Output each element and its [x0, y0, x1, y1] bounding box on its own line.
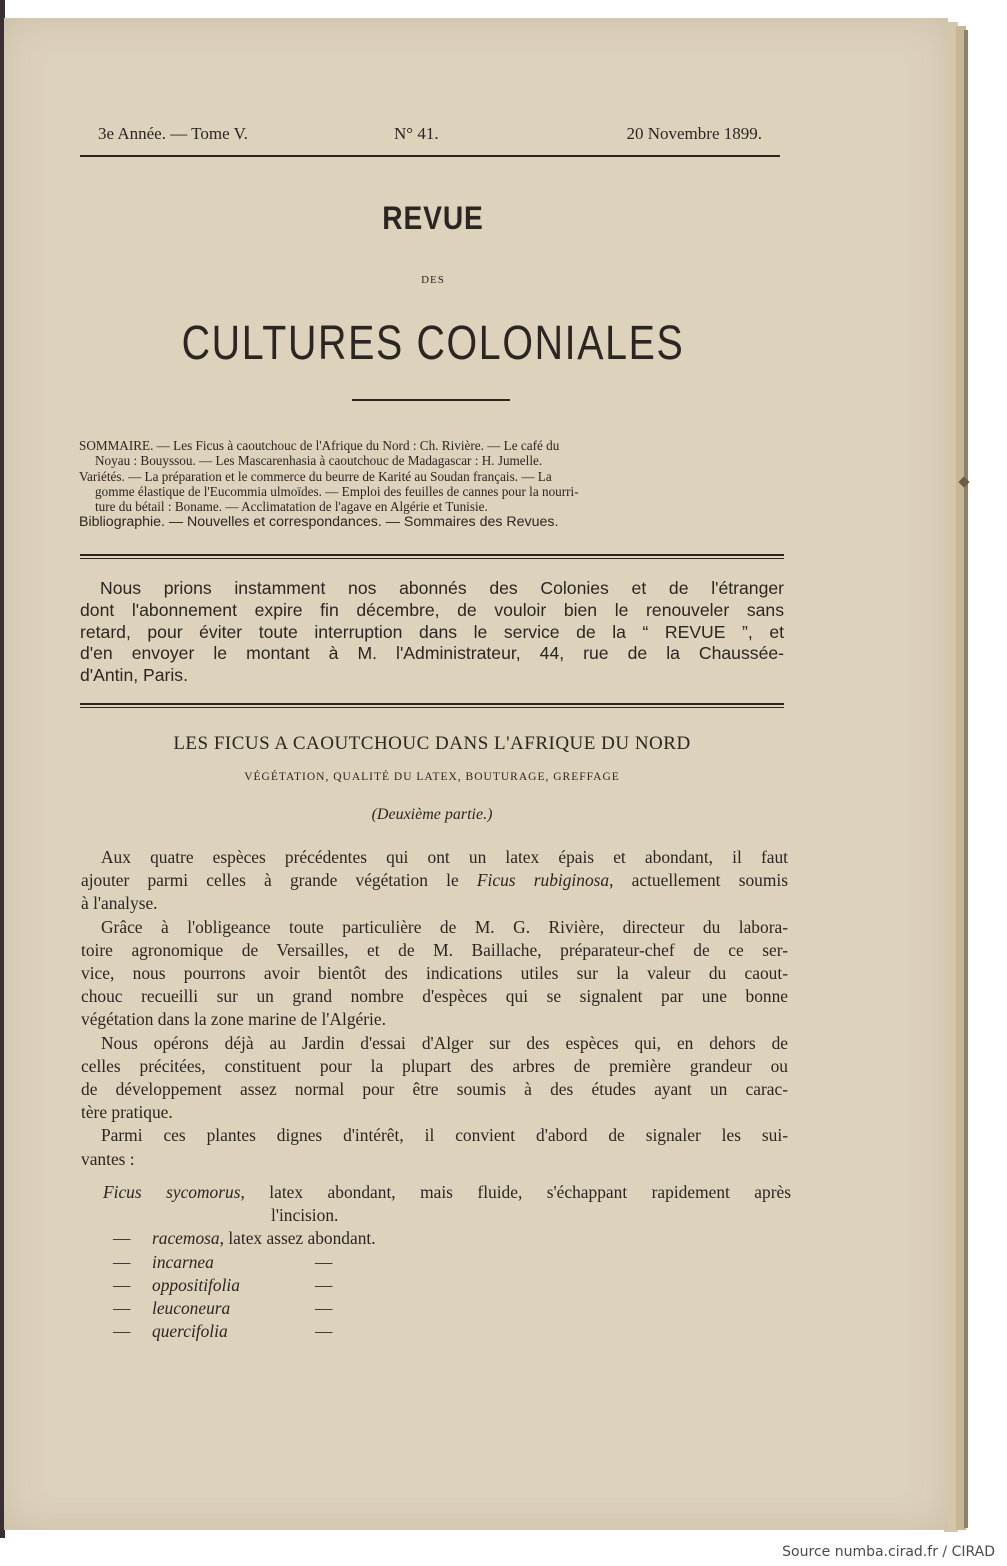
- body-line: chouc recueilli sur un grand nombre d'espèces qui se signalent par une bonne: [81, 986, 788, 1007]
- species-row: [81, 1320, 791, 1343]
- species-name: Ficus sycomorus: [103, 1182, 241, 1202]
- ditto-mark: —: [315, 1251, 333, 1272]
- ditto-dash: —: [113, 1274, 131, 1295]
- species-row: [81, 1251, 791, 1274]
- sommaire-line: Bibliographie. — Nouvelles et correspondances. — Sommaires des Revues.: [79, 514, 559, 531]
- body-line: Parmi ces plantes dignes d'intérêt, il convient d'abord de signaler les sui-: [101, 1125, 788, 1146]
- species-row: [81, 1274, 791, 1297]
- subscription-notice: [80, 578, 784, 687]
- notice-line: dont l'abonnement expire fin décembre, de vouloir bien le renouveler sans: [80, 599, 784, 620]
- ditto-mark: —: [315, 1297, 333, 1318]
- masthead-number: N° 41.: [394, 124, 439, 143]
- sommaire-line: SOMMAIRE. — Les Ficus à caoutchouc de l'Afrique du Nord : Ch. Rivière. — Le café du: [79, 438, 560, 453]
- body-line: toire agronomique de Versailles, et de M. Baillache, préparateur-chef de ce ser-: [81, 939, 788, 960]
- body-line: de développement assez normal pour être soumis à des études ayant un carac-: [81, 1079, 788, 1100]
- article-title: LES FICUS A CAOUTCHOUC DANS L'AFRIQUE DU NORD: [173, 733, 691, 754]
- article-subtitle: VÉGÉTATION, QUALITÉ DU LATEX, BOUTURAGE, GREFFAGE: [244, 771, 620, 783]
- species-text: , latex abondant, mais fluide, s'échappant rapidement après: [240, 1182, 791, 1202]
- article-part: [80, 806, 784, 824]
- ditto-mark: —: [315, 1274, 333, 1295]
- ditto-dash: —: [113, 1321, 131, 1342]
- masthead-date: 20 Novembre 1899.: [626, 124, 762, 143]
- ditto-dash: —: [113, 1251, 131, 1272]
- title-des: DES: [421, 274, 445, 286]
- sommaire-line: Variétés. — La préparation et le commerce du beurre de Karité au Soudan français. — La: [79, 468, 552, 484]
- sommaire-line: gomme élastique de l'Eucommia ulmoïdes. — Emploi des feuilles de cannes pour la nourri-: [95, 483, 579, 499]
- species-entry: [152, 1227, 376, 1250]
- body-text: , actuellement soumis: [609, 870, 788, 891]
- notice-line: d'en envoyer le montant à M. l'Administrateur, 44, rue de la Chaussée-: [80, 643, 784, 664]
- sommaire-line: ture du bétail : Boname. — Acclimatation de l'agave en Algérie et Tunisie.: [95, 499, 488, 515]
- double-rule: [80, 703, 784, 708]
- body-line: vantes :: [81, 1148, 135, 1169]
- title-rule: [352, 399, 510, 401]
- notice-line: retard, pour éviter toute interruption dans le service de la “ REVUE ”, et: [80, 621, 784, 642]
- notice-line: Nous prions instamment nos abonnés des Colonies et de l'étranger: [100, 578, 784, 598]
- article-part-text: (Deuxième partie.): [371, 806, 493, 823]
- species-name: leuconeura: [152, 1297, 231, 1318]
- species-row: l'incision.: [271, 1205, 339, 1226]
- sommaire-line: Noyau : Bouyssou. — Les Mascarenhasia à caoutchouc de Madagascar : H. Jumelle.: [95, 453, 543, 469]
- body-line: à l'analyse.: [81, 893, 158, 914]
- body-line: tère pratique.: [81, 1102, 173, 1123]
- ditto-mark: —: [315, 1321, 333, 1342]
- species-row: [81, 1297, 791, 1320]
- species-name: incarnea: [152, 1251, 214, 1272]
- species-name: racemosa: [152, 1228, 220, 1249]
- ditto-dash: —: [113, 1297, 131, 1318]
- masthead-rule: [80, 155, 780, 157]
- ditto-dash: —: [113, 1228, 131, 1249]
- title-main: CULTURES COLONIALES: [181, 317, 685, 370]
- species-row: [81, 1227, 791, 1250]
- sommaire: [79, 438, 785, 531]
- species-row: [81, 1181, 791, 1204]
- species-text: , latex assez abondant.: [219, 1228, 376, 1249]
- article-body: [81, 846, 788, 1171]
- body-line: Nous opérons déjà au Jardin d'essai d'Alger sur des espèces qui, en dehors de: [101, 1032, 788, 1053]
- body-text: ajouter parmi celles à grande végétation le: [81, 870, 477, 891]
- source-credit: Source numba.cirad.fr / CIRAD: [782, 1544, 995, 1560]
- body-line: Grâce à l'obligeance toute particulière de M. G. Rivière, directeur du labora-: [101, 916, 788, 937]
- title-revue: REVUE: [382, 200, 484, 236]
- notice-line: d'Antin, Paris.: [80, 665, 188, 686]
- double-rule: [80, 554, 784, 559]
- species-name: Ficus rubiginosa: [476, 870, 610, 891]
- species-name: oppositifolia: [152, 1274, 240, 1295]
- body-line: vice, nous pourrons avoir bientôt des indications utiles sur la valeur du caout-: [81, 963, 788, 984]
- species-name: quercifolia: [152, 1321, 228, 1342]
- body-line: celles précitées, constituent pour la plupart des arbres de première grandeur ou: [81, 1055, 788, 1076]
- page-edge-shadow: [964, 30, 968, 1528]
- body-line: [81, 869, 788, 892]
- masthead: [80, 124, 780, 156]
- species-list: [81, 1181, 791, 1343]
- masthead-year: 3e Année. — Tome V.: [98, 124, 248, 143]
- body-line: Aux quatre espèces précédentes qui ont un latex épais et abondant, il faut: [101, 847, 788, 867]
- body-line: végétation dans la zone marine de l'Algérie.: [81, 1009, 386, 1030]
